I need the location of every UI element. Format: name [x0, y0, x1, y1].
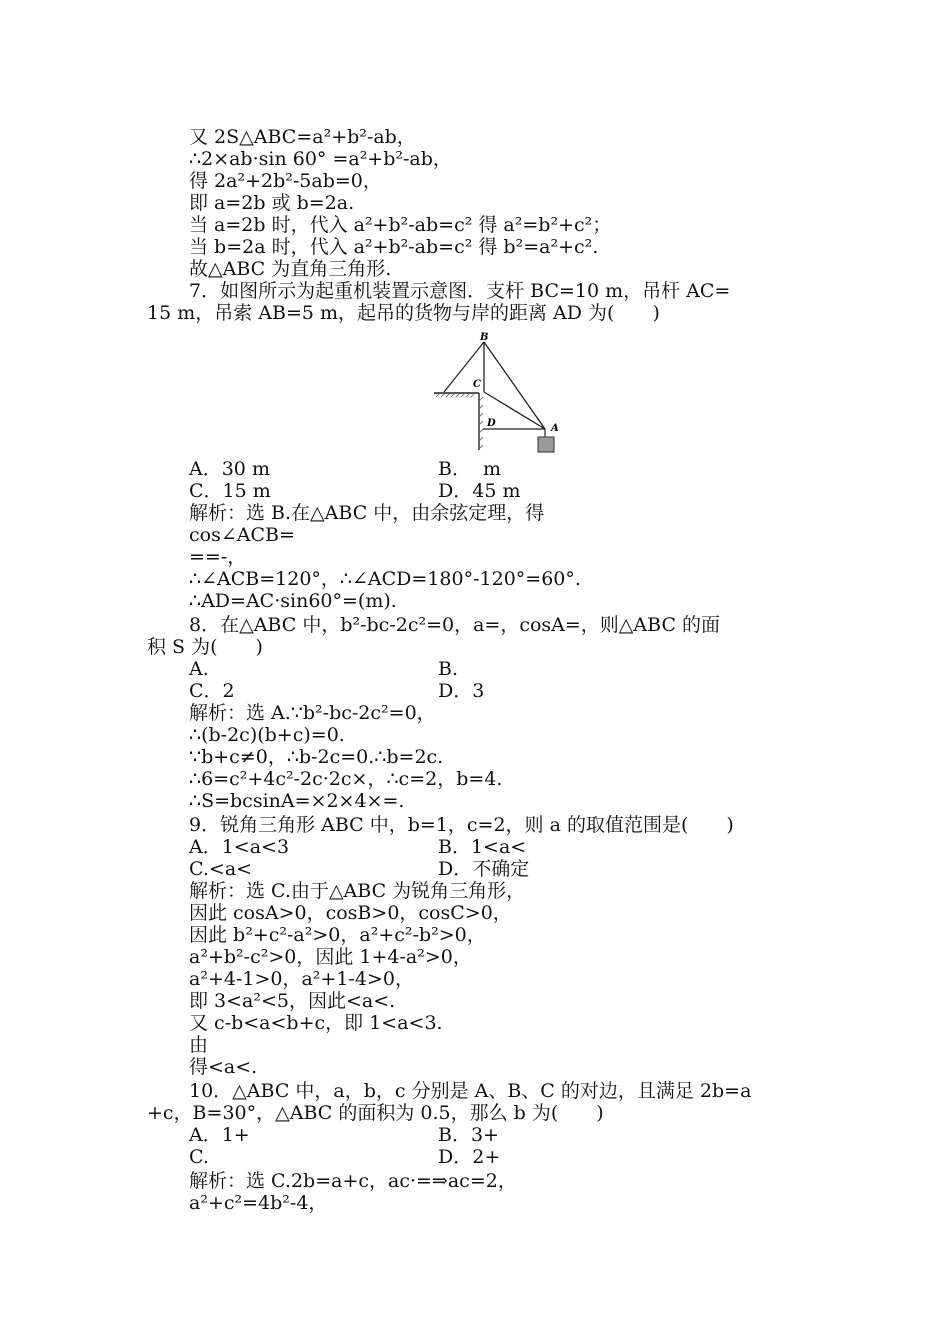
option-d: D．2+: [438, 1146, 501, 1168]
solution-line: 解析：选 B.在△ABC 中，由余弦定理，得: [189, 502, 545, 524]
option-b: B．1<a<: [438, 836, 527, 858]
question-8-line: 8．在△ABC 中，b²-bc-2c²=0，a=，cosA=，则△ABC 的面: [189, 614, 721, 636]
option-c: C.: [189, 1146, 209, 1168]
solution-line: ∴(b-2c)(b+c)=0.: [189, 724, 345, 746]
solution-line: 因此 b²+c²-a²>0，a²+c²-b²>0，: [189, 924, 486, 946]
solution-line: 因此 cosA>0，cosB>0，cosC>0，: [189, 902, 512, 924]
option-d: D．3: [438, 680, 485, 702]
question-10-line: +c，B=30°，△ABC 的面积为 0.5，那么 b 为( ): [147, 1102, 604, 1124]
solution-line: ∴∠ACB=120°，∴∠ACD=180°-120°=60°.: [189, 568, 581, 590]
label-a: A: [551, 423, 559, 434]
option-a: A．1+: [189, 1124, 250, 1146]
option-d: D．不确定: [438, 858, 530, 880]
solution-line: ∴AD=AC·sin60°=(m).: [189, 590, 397, 612]
text-line: 即 a=2b 或 b=2a.: [189, 192, 355, 214]
text-line: 故△ABC 为直角三角形.: [189, 258, 392, 280]
crane-diagram: [430, 332, 565, 457]
text-line: 得 2a²+2b²-5ab=0，: [189, 170, 382, 192]
option-c: C．2: [189, 680, 235, 702]
label-d: D: [487, 418, 496, 429]
option-d: D．45 m: [438, 480, 521, 502]
option-c: C.<a<: [189, 858, 253, 880]
solution-line: ==-，: [189, 546, 247, 568]
question-9-line: 9．锐角三角形 ABC 中，b=1，c=2，则 a 的取值范围是( ): [189, 814, 734, 836]
text-line: 当 a=2b 时，代入 a²+b²-ab=c² 得 a²=b²+c²；: [189, 214, 612, 236]
option-a: A．30 m: [189, 458, 270, 480]
option-b: B.: [438, 658, 459, 680]
label-c: C: [473, 379, 481, 390]
option-b: B．3+: [438, 1124, 499, 1146]
solution-line: a²+c²=4b²-4，: [189, 1192, 328, 1214]
text-line: 又 2S△ABC=a²+b²-ab，: [189, 126, 416, 148]
label-b: B: [480, 332, 489, 343]
question-8-line: 积 S 为( ): [147, 636, 263, 658]
text-line: ∴2×ab·sin 60° =a²+b²-ab，: [189, 148, 452, 170]
text-line: 当 b=2a 时，代入 a²+b²-ab=c² 得 b²=a²+c².: [189, 236, 599, 258]
solution-line: a²+b²-c²>0，因此 1+4-a²>0，: [189, 946, 472, 968]
option-b: B． m: [438, 458, 502, 480]
solution-line: 即 3<a²<5，因此<a<.: [189, 990, 396, 1012]
option-a: A.: [189, 658, 209, 680]
solution-line: 又 c-b<a<b+c，即 1<a<3.: [189, 1012, 443, 1034]
question-7-line: 15 m，吊索 AB=5 m，起吊的货物与岸的距离 AD 为( ): [147, 302, 660, 324]
solution-line: ∴S=bcsinA=×2×4×=.: [189, 790, 405, 812]
question-7-line: 7．如图所示为起重机装置示意图．支杆 BC=10 m，吊杆 AC=: [189, 280, 731, 302]
solution-line: a²+4-1>0，a²+1-4>0，: [189, 968, 414, 990]
solution-line: 解析：选 C.由于△ABC 为锐角三角形，: [189, 880, 526, 902]
option-c: C．15 m: [189, 480, 271, 502]
solution-line: 解析：选 A.∵b²-bc-2c²=0，: [189, 702, 436, 724]
solution-line: ∴6=c²+4c²-2c·2c×，∴c=2，b=4.: [189, 768, 503, 790]
cargo-box: [538, 437, 554, 452]
question-10-line: 10．△ABC 中，a，b，c 分别是 A、B、C 的对边，且满足 2b=a: [189, 1080, 752, 1102]
solution-line: 由: [189, 1034, 209, 1056]
solution-line: cos∠ACB=: [189, 524, 295, 546]
solution-line: ∵b+c≠0，∴b-2c=0.∴b=2c.: [189, 746, 444, 768]
solution-line: 得<a<.: [189, 1056, 258, 1078]
solution-line: 解析：选 C.2b=a+c，ac·=⇒ac=2，: [189, 1170, 517, 1192]
option-a: A．1<a<3: [189, 836, 290, 858]
